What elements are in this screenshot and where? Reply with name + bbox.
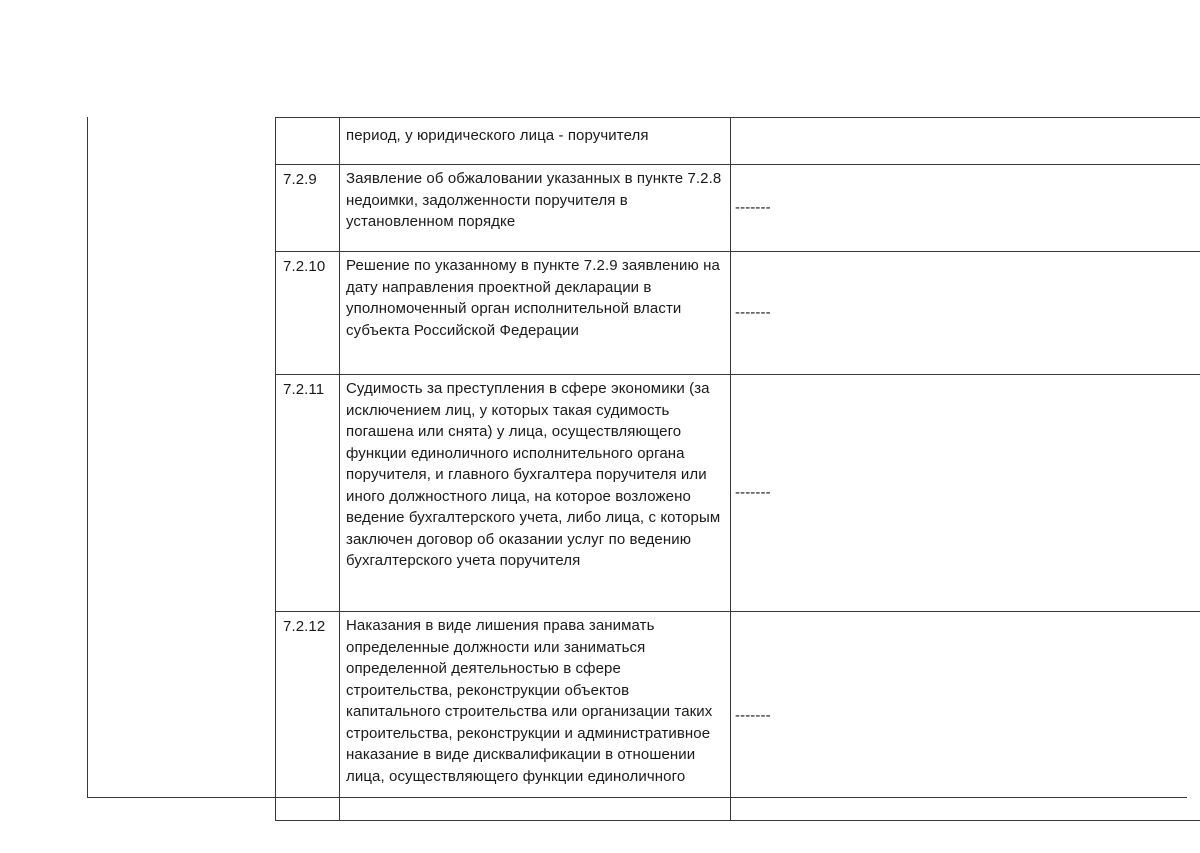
row-description: Наказания в виде лишения права занимать определенные должности или заниматься определенной деятельностью в сфере строительства, реконструкции объектов капитального строительства или организации таких строительства, реконструкции и административное наказание в виде дисквалификации в отношении лица, осуществляющего функции единоличного — [340, 612, 731, 821]
row-number: 7.2.12 — [276, 612, 340, 821]
disclosure-table — [275, 117, 1200, 821]
table-row — [276, 375, 1200, 612]
row-description: период, у юридического лица - поручителя — [340, 118, 731, 165]
table-row — [276, 612, 1200, 821]
row-number — [276, 118, 340, 165]
row-value: ------- — [731, 375, 1200, 612]
row-number: 7.2.10 — [276, 252, 340, 375]
row-value — [731, 118, 1200, 165]
row-description: Решение по указанному в пункте 7.2.9 заявлению на дату направления проектной декларации в уполномоченный орган исполнительной власти субъекта Российской Федерации — [340, 252, 731, 375]
row-number: 7.2.9 — [276, 165, 340, 252]
table-row — [276, 118, 1200, 165]
row-description: Судимость за преступления в сфере экономики (за исключением лиц, у которых такая судимость погашена или снята) у лица, осуществляющего функции единоличного исполнительного органа поручителя, и главного бухгалтера поручителя или иного должностного лица, на которое возложено ведение бухгалтерского учета, либо лица, с которым заключен договор об оказании услуг по ведению бухгалтерского учета поручителя — [340, 375, 731, 612]
table-row — [276, 165, 1200, 252]
row-value: ------- — [731, 612, 1200, 821]
left-border-line — [87, 117, 88, 798]
table-row — [276, 252, 1200, 375]
row-description: Заявление об обжаловании указанных в пункте 7.2.8 недоимки, задолженности поручителя в установленном порядке — [340, 165, 731, 252]
row-value: ------- — [731, 165, 1200, 252]
row-value: ------- — [731, 252, 1200, 375]
row-number: 7.2.11 — [276, 375, 340, 612]
